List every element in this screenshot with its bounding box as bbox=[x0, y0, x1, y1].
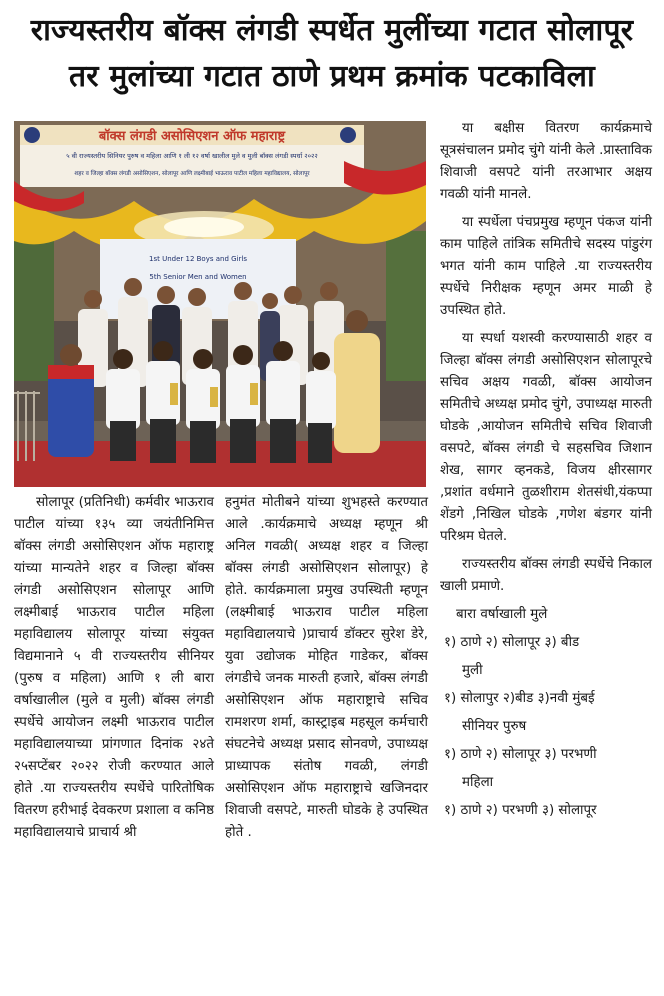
banner-title: बॉक्स लंगडी असोसिएशन ऑफ महाराष्ट्र bbox=[98, 129, 286, 144]
article-column-right bbox=[440, 118, 652, 828]
results-girls-label: मुली bbox=[462, 663, 483, 678]
headline bbox=[0, 0, 664, 112]
board-line-2: 5th Senior Men and Women bbox=[149, 273, 247, 281]
results-u12-boys: १) ठाणे २) सोलापूर ३) बीड bbox=[444, 635, 580, 650]
board-line-1: 1st Under 12 Boys and Girls bbox=[149, 255, 247, 263]
headline-line-1: राज्यस्तरीय बॉक्स लंगडी स्पर्धेत मुलींच्या गटात सोलापूर bbox=[30, 13, 634, 48]
article-paragraph: राज्यस्तरीय बॉक्स लंगडी स्पर्धेचे निकाल खाली प्रमाणे. bbox=[440, 557, 652, 594]
banner-organisers: शहर व जिल्हा बॉक्स लंगडी असोसिएशन, सोलापूर आणि लक्ष्मीबाई भाऊराव पाटील महिला महाविद्यालय, सोलापूर bbox=[74, 171, 310, 177]
results-women-label: महिला bbox=[462, 775, 494, 790]
article-column-middle bbox=[225, 492, 428, 850]
article-paragraph: हनुमंत मोतीबने यांच्या शुभहस्ते करण्यात आले .कार्यक्रमाचे अध्यक्ष म्हणून श्री अनिल गवळी( अध्यक्ष शहर व जिल्हा बॉक्स लंगडी असोसिएशन सोलापूर) हे होते. कार्यक्रमाला प्रमुख उपस्थिती म्हणून (लक्ष्मीबाई भाऊराव पाटील महिला महाविद्यालयाचे )प्राचार्य डॉक्टर सुरेश डेरे, युवा उद्योजक मोहित गाडेकर, बॉक्स लंगडीचे जनक मारुती हजारे, बॉक्स लंगडी असोसिएशन ऑफ महाराष्ट्राचे सचिव रामशरण शर्मा, कास्ट्राइब महसूल कर्मचारी संघटनेचे अध्यक्ष प्रसाद सोनवणे, उपाध्यक्ष प्राध्यापक संतोष गवळी, लंगडी असोसिएशन ऑफ महाराष्ट्राचे खजिनदार शिवाजी वसपटे, मारुती घोडके हे उपस्थित होते . bbox=[225, 495, 428, 840]
results-list bbox=[440, 604, 652, 822]
results-senior-women: १) ठाणे २) परभणी ३) सोलापूर bbox=[444, 803, 597, 818]
headline-line-2: तर मुलांच्या गटात ठाणे प्रथम क्रमांक पटकाविला bbox=[68, 59, 595, 94]
article-paragraph: सोलापूर (प्रतिनिधी) कर्मवीर भाऊराव पाटील यांच्या १३५ व्या जयंतीनिमित्त बॉक्स लंगडी असोसिएशन ऑफ महाराष्ट्र यांच्या मान्यतेने शहर व जिल्हा बॉक्स लंगडी असोसिएशन सोलापूर आणि लक्ष्मीबाई भाऊराव पाटील महिला महाविद्यालय सोलापूर यांच्या संयुक्त विद्यमानाने ५ वी राज्यस्तरीय सीनियर (पुरुष व महिला) आणि १ ली बारा वर्षाखालील (मुले व मुली) बॉक्स लंगडी स्पर्धेचे आयोजन लक्ष्मी भाऊराव पाटील महाविद्यालयाच्या प्रांगणात दिनांक २४ते २५सप्टेंबर २०२२ रोजी करण्यात आले होते .या राज्यस्तरीय स्पर्धेचे पारितोषिक वितरण हरीभाई देवकरण प्रशाला व कनिष्ठ महाविद्यालयाचे प्राचार्य श्री bbox=[14, 495, 214, 840]
article-paragraph: या स्पर्धा यशस्वी करण्यासाठी शहर व जिल्हा बॉक्स लंगडी असोसिएशन सोलापूरचे सचिव अक्षय गवळी, बॉक्स आयोजन समितीचे अध्यक्ष प्रमोद चुंगे, उपाध्यक्ष मारुती घोडके ,आयोजन समितीचे सचिव शिवाजी वसपटे, बॉक्स लंगडी चे सहसचिव जिशान शेख, सागर व्हनकडे, विजय क्षीरसागर ,प्रशांत वर्धमाने तुळशीराम शेतसंधी,यंकप्पा शेंडगे ,निखिल घोडके ,गणेश बंडगर यांनी परिश्रम घेतले. bbox=[440, 331, 652, 544]
results-heading-u12: बारा वर्षाखाली मुले bbox=[456, 607, 548, 622]
event-photo bbox=[14, 121, 426, 487]
article-paragraph: या स्पर्धेला पंचप्रमुख म्हणून पंकज यांनी काम पाहिले तांत्रिक समितीचे सदस्य पांडुरंग भगत यांनी काम पाहिले .या राज्यस्तरीय स्पर्धेचे निरीक्षक म्हणून अमर माळी हे उपस्थित होते. bbox=[440, 215, 652, 318]
article-column-left bbox=[14, 492, 214, 850]
banner-subtitle: ५ वी राज्यस्तरीय सिनियर पुरुष व महिला आणि १ ली १२ वर्षा खालील मुले व मुली बॉक्स लंगडी स्पर्धा २०२२ bbox=[66, 152, 318, 160]
results-u12-girls: १) सोलापुर २)बीड ३)नवी मुंबई bbox=[444, 691, 595, 706]
results-senior-men: १) ठाणे २) सोलापूर ३) परभणी bbox=[444, 747, 597, 762]
results-senior-men-label: सीनियर पुरुष bbox=[462, 719, 527, 734]
article-paragraph: या बक्षीस वितरण कार्यक्रमाचे सूत्रसंचालन प्रमोद चुंगे यांनी केले .प्रास्ताविक शिवाजी वसपटे यांनी तरआभार अक्षय गवळी यांनी मानले. bbox=[440, 121, 652, 202]
